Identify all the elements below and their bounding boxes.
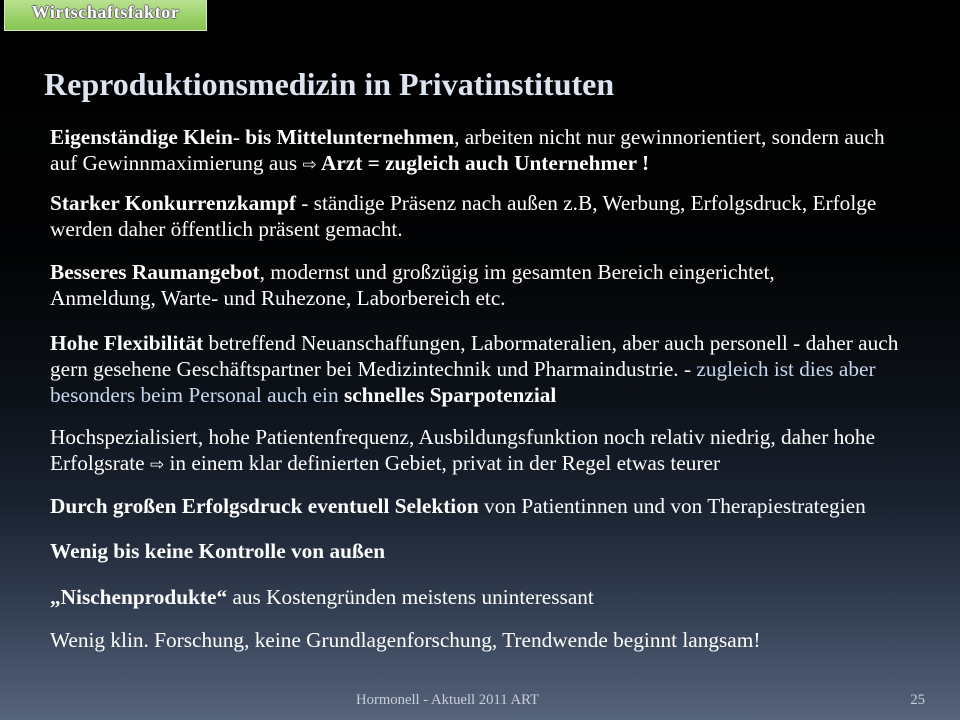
- text-line: [50, 538, 385, 564]
- body-text: betreffend Neuanschaffungen, Labormateralien, aber auch personell - daher auch: [203, 331, 899, 355]
- body-text: auf Gewinnmaximierung aus: [50, 151, 303, 175]
- text-line: [50, 450, 875, 476]
- body-text: - ständige Präsenz nach außen z.B, Werbung, Erfolgsdruck, Erfolge: [295, 191, 877, 215]
- text-line: [50, 150, 885, 176]
- section-tab-label: Wirtschaftsfaktor: [31, 2, 180, 22]
- body-text: in einem klar definierten Gebiet, privat in der Regel etwas teurer: [164, 451, 721, 475]
- body-text: aus Kostengründen meistens uninteressant: [227, 585, 594, 609]
- arrow-right-icon: ⇨: [149, 455, 165, 475]
- body-text: Wenig klin. Forschung, keine Grundlagenforschung, Trendwende beginnt langsam!: [50, 628, 761, 652]
- paragraph-selektion: [50, 493, 866, 519]
- paragraph-konkurrenzkampf: [50, 190, 876, 242]
- arrow-right-icon: ⇨: [302, 155, 317, 175]
- paragraph-raumangebot: [50, 259, 775, 311]
- text-line: [50, 493, 866, 519]
- body-text: Anmeldung, Warte- und Ruhezone, Laborbereich etc.: [50, 286, 506, 310]
- paragraph-nischenprodukte: [50, 584, 594, 610]
- section-tab: [4, 0, 207, 31]
- emphasis-text: „Nischenprodukte“: [50, 585, 228, 609]
- paragraph-kontrolle: [50, 538, 385, 564]
- text-line: [50, 584, 594, 610]
- text-line: [50, 190, 876, 216]
- text-line: [50, 259, 775, 285]
- highlight-text: besonders beim Personal auch ein: [50, 383, 344, 407]
- text-line: [50, 382, 898, 408]
- text-line: [50, 330, 898, 356]
- emphasis-text: Arzt = zugleich auch Unternehmer !: [316, 151, 650, 175]
- paragraph-hochspezialisiert: [50, 424, 875, 476]
- emphasis-text: Wenig bis keine Kontrolle von außen: [50, 539, 386, 563]
- paragraph-forschung: [50, 627, 760, 653]
- emphasis-text: Durch großen Erfolgsdruck eventuell Selektion: [50, 494, 479, 518]
- body-text: , arbeiten nicht nur gewinnorientiert, sondern auch: [454, 125, 885, 149]
- body-text: Erfolgsrate: [50, 451, 150, 475]
- emphasis-text: bis Mittelunternehmen: [245, 125, 455, 149]
- slide-number: 25: [910, 692, 925, 708]
- text-line: [50, 356, 898, 382]
- emphasis-text: Eigenständige Klein: [50, 125, 233, 149]
- text-line: [50, 124, 885, 150]
- paragraph-flexibilitaet: [50, 330, 898, 408]
- body-text: , modernst und großzügig im gesamten Bereich eingerichtet,: [259, 260, 775, 284]
- body-text: -: [232, 125, 246, 149]
- slide-title: Reproduktionsmedizin in Privatinstituten: [44, 66, 615, 102]
- emphasis-text: schnelles Sparpotenzial: [343, 383, 557, 407]
- highlight-text: zugleich ist dies aber: [696, 357, 876, 381]
- paragraph-unternehmen: [50, 124, 885, 176]
- text-line: [50, 627, 760, 653]
- emphasis-text: Hohe Flexibilität: [50, 331, 204, 355]
- text-line: [50, 216, 876, 242]
- body-text: Hochspezialisiert, hohe Patientenfrequenz, Ausbildungsfunktion noch relativ niedrig, daher hohe: [50, 425, 876, 449]
- text-line: [50, 285, 775, 311]
- body-text: werden daher öffentlich präsent gemacht.: [50, 217, 403, 241]
- body-text: gern gesehene Geschäftspartner bei Medizintechnik und Pharmaindustrie. -: [50, 357, 697, 381]
- emphasis-text: Starker Konkurrenzkampf: [50, 191, 296, 215]
- slide-footer: Hormonell - Aktuell 2011 ART: [356, 692, 539, 708]
- text-line: [50, 424, 875, 450]
- body-text: von Patientinnen und von Therapiestrategien: [478, 494, 866, 518]
- emphasis-text: Besseres Raumangebot: [50, 260, 260, 284]
